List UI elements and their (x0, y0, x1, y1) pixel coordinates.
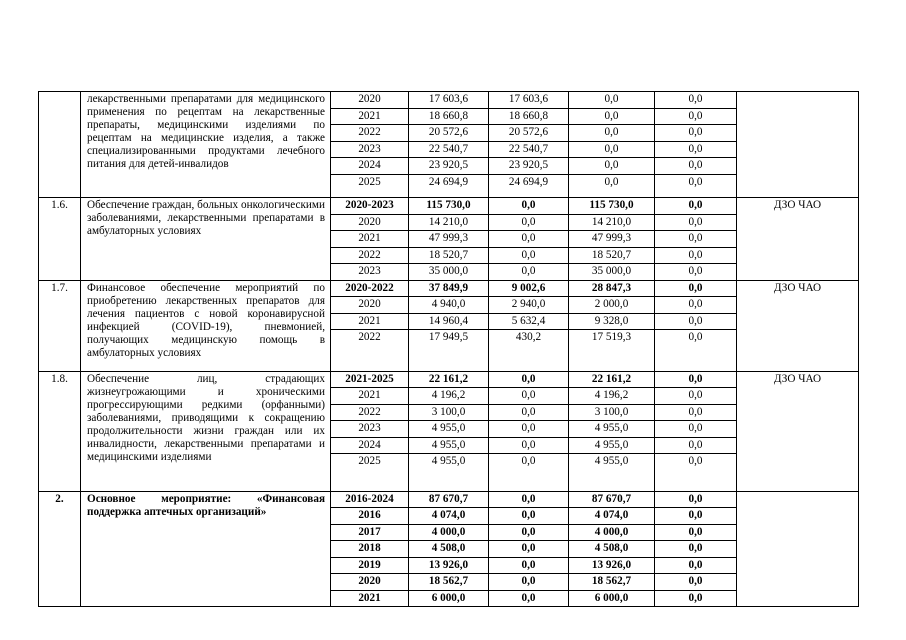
cell-federal-budget-value: 430,2 (515, 331, 542, 343)
cell-other-sources (655, 198, 737, 281)
cell-federal-budget-value: 23 920,5 (489, 158, 568, 175)
cell-regional-budget-value: 0,0 (569, 142, 654, 159)
cell-year (331, 92, 409, 198)
cell-executor (737, 491, 859, 607)
cell-federal-budget (489, 280, 569, 371)
cell-measure-description: Обеспечение граждан, больных онкологическими заболеваниями, лекарственными препаратами в амбулаторных условиях (81, 198, 331, 281)
cell-total-value: 4 955,0 (409, 421, 488, 438)
cell-year-value: 2024 (331, 158, 408, 175)
cell-item-number: 1.6. (39, 198, 81, 281)
cell-federal-budget-value: 0,0 (489, 388, 568, 405)
cell-regional-budget-value: 18 562,7 (569, 574, 654, 591)
cell-federal-budget-value: 5 632,4 (489, 314, 568, 331)
cell-federal-budget (489, 491, 569, 607)
funding-table (38, 91, 859, 607)
cell-year-value: 2016 (331, 508, 408, 525)
cell-federal-budget-value: 0,0 (489, 231, 568, 248)
cell-other-sources-value: 0,0 (655, 525, 736, 542)
cell-item-number: 2. (39, 491, 81, 607)
cell-total (409, 280, 489, 371)
cell-other-sources-value: 0,0 (655, 142, 736, 159)
table-row (39, 280, 859, 371)
cell-regional-budget-value: 4 196,2 (569, 388, 654, 405)
cell-measure-description: Финансовое обеспечение мероприятий по приобретению лекарственных препаратов для лечения пациентов с новой коронавирусной инфекцией (COVID-19), пневмонией, получающих медицинскую помощь в амбулаторных условиях (81, 280, 331, 371)
cell-other-sources-value: 0,0 (655, 231, 736, 248)
cell-other-sources (655, 280, 737, 371)
cell-year-value: 2023 (331, 421, 408, 438)
cell-executor: ДЗО ЧАО (737, 280, 859, 371)
cell-other-sources-value: 0,0 (655, 372, 736, 389)
cell-total (409, 491, 489, 607)
cell-other-sources-value: 0,0 (655, 421, 736, 438)
cell-year-value: 2021 (331, 109, 408, 126)
cell-total-value: 18 660,8 (409, 109, 488, 126)
cell-regional-budget-value: 9 328,0 (569, 314, 654, 331)
cell-regional-budget-value: 4 955,0 (594, 455, 629, 467)
cell-measure-description: лекарственными препаратами для медицинского применения по рецептам на лекарственные препараты, медицинскими изделиями по рецептам на медицинские изделия, а также специализированными продуктами лечебного питания для детей-инвалидов (81, 92, 331, 198)
cell-regional-budget-value: 87 670,7 (569, 492, 654, 509)
cell-item-number (39, 92, 81, 198)
cell-regional-budget-value: 6 000,0 (594, 591, 629, 604)
cell-other-sources-value: 0,0 (655, 215, 736, 232)
cell-federal-budget (489, 198, 569, 281)
cell-year-value: 2018 (331, 541, 408, 558)
cell-other-sources-value: 0,0 (655, 297, 736, 314)
cell-total-value: 6 000,0 (431, 591, 466, 604)
cell-total-value: 35 000,0 (428, 265, 469, 277)
cell-regional-budget (569, 198, 655, 281)
cell-federal-budget-value: 0,0 (489, 492, 568, 509)
cell-regional-budget-value: 35 000,0 (591, 265, 632, 277)
cell-regional-budget-value: 13 926,0 (569, 558, 654, 575)
cell-other-sources-value: 0,0 (655, 125, 736, 142)
cell-federal-budget-value: 0,0 (489, 372, 568, 389)
cell-total-value: 4 196,2 (409, 388, 488, 405)
cell-other-sources-value: 0,0 (655, 574, 736, 591)
cell-year-value: 2021 (331, 314, 408, 331)
cell-regional-budget-value: 4 000,0 (569, 525, 654, 542)
cell-total-value: 4 955,0 (431, 455, 466, 467)
cell-federal-budget-value: 0,0 (489, 525, 568, 542)
cell-year-value: 2023 (358, 265, 381, 277)
cell-year-value: 2020-2022 (331, 281, 408, 298)
cell-other-sources-value: 0,0 (655, 405, 736, 422)
cell-year-value: 2021-2025 (331, 372, 408, 389)
cell-executor: ДЗО ЧАО (737, 371, 859, 491)
cell-item-number: 1.7. (39, 280, 81, 371)
cell-regional-budget-value: 4 955,0 (569, 438, 654, 455)
cell-regional-budget-value: 47 999,3 (569, 231, 654, 248)
cell-year-value: 2025 (358, 175, 381, 188)
cell-total (409, 371, 489, 491)
cell-federal-budget-value: 0,0 (489, 248, 568, 265)
cell-year-value: 2021 (331, 388, 408, 405)
cell-total-value: 3 100,0 (409, 405, 488, 422)
cell-year-value: 2025 (358, 455, 381, 467)
cell-federal-budget-value: 0,0 (489, 541, 568, 558)
cell-year-value: 2019 (331, 558, 408, 575)
cell-year-value: 2020 (331, 297, 408, 314)
cell-federal-budget-value: 0,0 (489, 438, 568, 455)
cell-federal-budget-value: 0,0 (489, 215, 568, 232)
cell-total-value: 18 520,7 (409, 248, 488, 265)
cell-regional-budget (569, 92, 655, 198)
cell-regional-budget-value: 4 074,0 (569, 508, 654, 525)
cell-other-sources-value: 0,0 (655, 508, 736, 525)
cell-year-value: 2022 (331, 125, 408, 142)
cell-federal-budget-value: 0,0 (489, 198, 568, 215)
cell-total (409, 92, 489, 198)
cell-year-value: 2016-2024 (331, 492, 408, 509)
cell-year (331, 280, 409, 371)
cell-regional-budget (569, 491, 655, 607)
cell-other-sources-value: 0,0 (688, 591, 703, 604)
cell-year-value: 2022 (331, 248, 408, 265)
cell-year (331, 198, 409, 281)
table-row (39, 198, 859, 281)
cell-other-sources-value: 0,0 (655, 558, 736, 575)
cell-total-value: 4 074,0 (409, 508, 488, 525)
cell-regional-budget (569, 280, 655, 371)
cell-total-value: 22 540,7 (409, 142, 488, 159)
cell-total-value: 17 949,5 (428, 331, 469, 343)
cell-other-sources-value: 0,0 (655, 438, 736, 455)
cell-regional-budget-value: 0,0 (569, 125, 654, 142)
cell-total-value: 115 730,0 (409, 198, 488, 215)
cell-federal-budget-value: 22 540,7 (489, 142, 568, 159)
cell-regional-budget-value: 3 100,0 (569, 405, 654, 422)
cell-item-number: 1.8. (39, 371, 81, 491)
cell-total-value: 22 161,2 (409, 372, 488, 389)
cell-year-value: 2020 (331, 574, 408, 591)
cell-other-sources-value: 0,0 (655, 281, 736, 298)
cell-measure-description: Обеспечение лиц, страдающих жизнеугрожающими и хроническими прогрессирующими редкими (орфанными) заболеваниями, приводящими к сокращению продолжительности жизни граждан или их инвалидности, лекарственными препаратами и медицинскими изделиями (81, 371, 331, 491)
cell-regional-budget-value: 28 847,3 (569, 281, 654, 298)
cell-other-sources-value: 0,0 (655, 198, 736, 215)
cell-federal-budget-value: 0,0 (489, 508, 568, 525)
cell-other-sources-value: 0,0 (655, 158, 736, 175)
cell-year-value: 2021 (331, 231, 408, 248)
cell-year-value: 2020-2023 (331, 198, 408, 215)
cell-regional-budget (569, 371, 655, 491)
cell-federal-budget-value: 0,0 (521, 455, 536, 467)
cell-total-value: 14 960,4 (409, 314, 488, 331)
cell-federal-budget (489, 371, 569, 491)
cell-regional-budget-value: 22 161,2 (569, 372, 654, 389)
cell-federal-budget-value: 0,0 (489, 574, 568, 591)
table-body (39, 92, 859, 607)
cell-federal-budget-value: 17 603,6 (489, 92, 568, 109)
cell-year (331, 371, 409, 491)
cell-other-sources-value: 0,0 (655, 492, 736, 509)
cell-year-value: 2020 (331, 92, 408, 109)
cell-year-value: 2021 (358, 591, 381, 604)
cell-total-value: 4 940,0 (409, 297, 488, 314)
cell-other-sources-value: 0,0 (655, 109, 736, 126)
cell-regional-budget-value: 0,0 (569, 158, 654, 175)
cell-regional-budget-value: 17 519,3 (591, 331, 632, 343)
cell-year-value: 2017 (331, 525, 408, 542)
cell-total-value: 37 849,9 (409, 281, 488, 298)
cell-federal-budget-value: 20 572,6 (489, 125, 568, 142)
cell-federal-budget-value: 0,0 (489, 405, 568, 422)
cell-executor (737, 92, 859, 198)
cell-total-value: 4 508,0 (409, 541, 488, 558)
cell-regional-budget-value: 115 730,0 (569, 198, 654, 215)
cell-total-value: 87 670,7 (409, 492, 488, 509)
cell-other-sources-value: 0,0 (688, 455, 703, 467)
cell-total-value: 23 920,5 (409, 158, 488, 175)
cell-measure-description: Основное мероприятие: «Финансовая поддержка аптечных организаций» (81, 491, 331, 607)
cell-total-value: 24 694,9 (428, 175, 469, 188)
table-row (39, 491, 859, 607)
cell-regional-budget-value: 4 955,0 (569, 421, 654, 438)
cell-other-sources-value: 0,0 (655, 248, 736, 265)
cell-total-value: 20 572,6 (409, 125, 488, 142)
cell-other-sources-value: 0,0 (688, 175, 703, 188)
cell-year-value: 2023 (331, 142, 408, 159)
cell-year-value: 2020 (331, 215, 408, 232)
cell-other-sources-value: 0,0 (655, 314, 736, 331)
cell-regional-budget-value: 14 210,0 (569, 215, 654, 232)
cell-federal-budget-value: 18 660,8 (489, 109, 568, 126)
cell-total-value: 4 000,0 (409, 525, 488, 542)
cell-other-sources-value: 0,0 (688, 265, 703, 277)
cell-year-value: 2022 (331, 405, 408, 422)
cell-total-value: 13 926,0 (409, 558, 488, 575)
cell-regional-budget-value: 18 520,7 (569, 248, 654, 265)
cell-federal-budget-value: 2 940,0 (489, 297, 568, 314)
cell-regional-budget-value: 0,0 (569, 92, 654, 109)
cell-regional-budget-value: 0,0 (569, 109, 654, 126)
cell-other-sources-value: 0,0 (655, 92, 736, 109)
cell-regional-budget-value: 0,0 (604, 175, 619, 188)
cell-total (409, 198, 489, 281)
cell-federal-budget-value: 0,0 (489, 421, 568, 438)
cell-other-sources (655, 92, 737, 198)
cell-other-sources (655, 491, 737, 607)
cell-year (331, 491, 409, 607)
cell-federal-budget-value: 9 002,6 (489, 281, 568, 298)
table-row (39, 92, 859, 198)
table-row (39, 371, 859, 491)
cell-other-sources (655, 371, 737, 491)
cell-federal-budget-value: 0,0 (489, 558, 568, 575)
cell-federal-budget (489, 92, 569, 198)
cell-other-sources-value: 0,0 (688, 331, 703, 343)
cell-total-value: 4 955,0 (409, 438, 488, 455)
cell-total-value: 17 603,6 (409, 92, 488, 109)
cell-regional-budget-value: 4 508,0 (569, 541, 654, 558)
cell-federal-budget-value: 24 694,9 (508, 175, 549, 188)
cell-regional-budget-value: 2 000,0 (569, 297, 654, 314)
cell-federal-budget-value: 0,0 (521, 265, 536, 277)
cell-total-value: 47 999,3 (409, 231, 488, 248)
cell-executor: ДЗО ЧАО (737, 198, 859, 281)
cell-year-value: 2024 (331, 438, 408, 455)
cell-other-sources-value: 0,0 (655, 541, 736, 558)
cell-other-sources-value: 0,0 (655, 388, 736, 405)
cell-federal-budget-value: 0,0 (521, 591, 536, 604)
cell-total-value: 14 210,0 (409, 215, 488, 232)
cell-total-value: 18 562,7 (409, 574, 488, 591)
cell-year-value: 2022 (358, 331, 381, 343)
